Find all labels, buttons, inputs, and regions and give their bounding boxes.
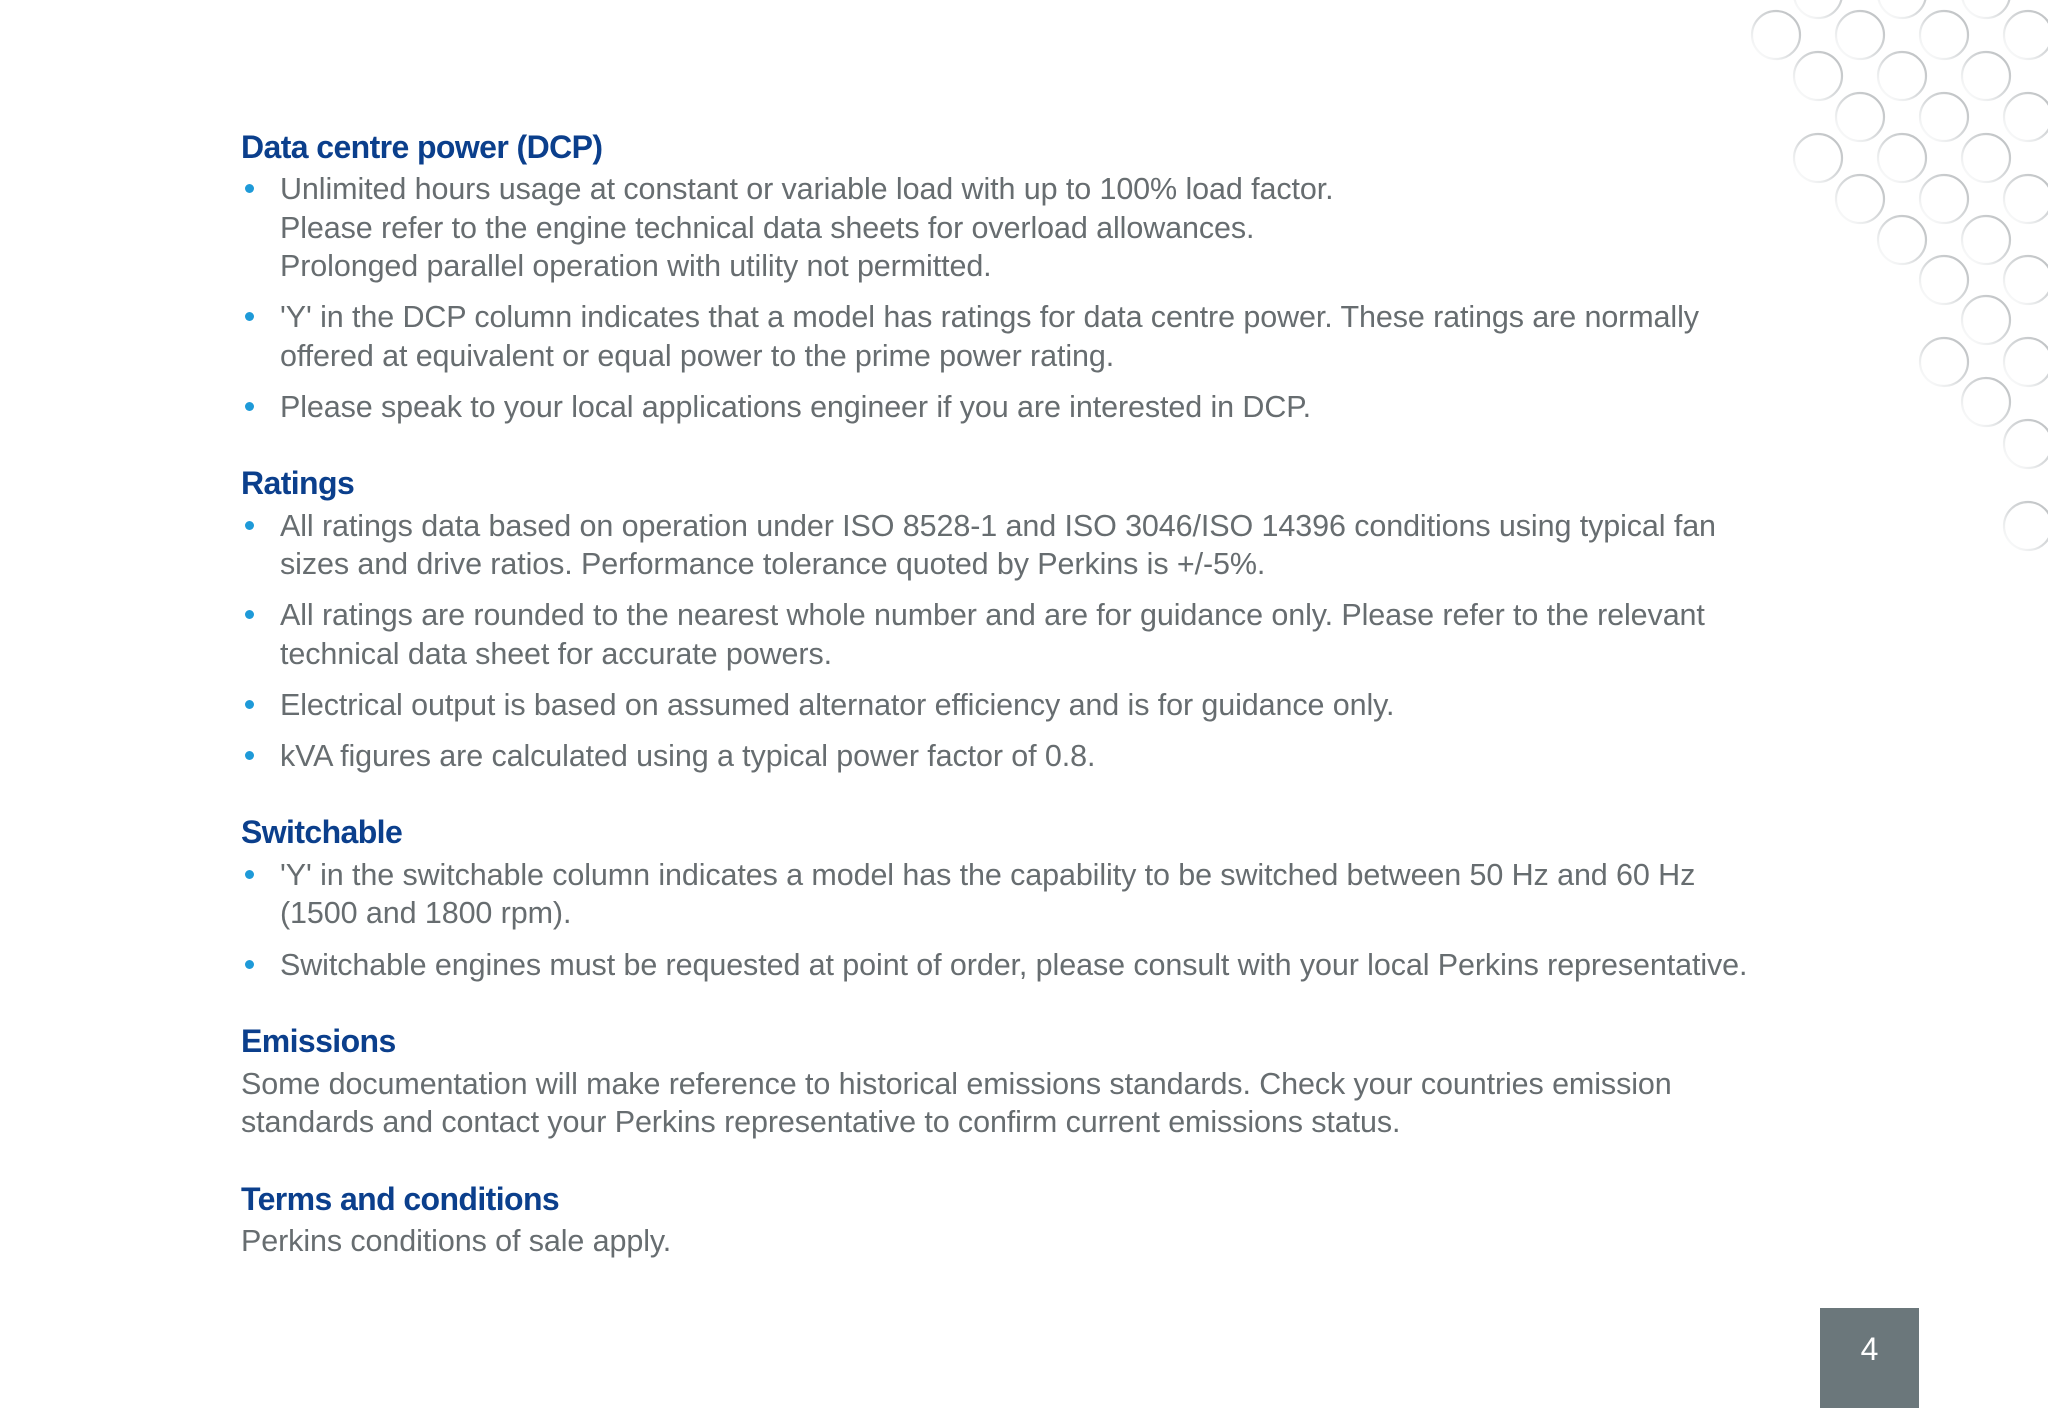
dcp-bullet-2-line-1: 'Y' in the DCP column indicates that a model has ratings for data centre power. These ratings are normally [280, 300, 1699, 334]
dcp-bullet-3-line-1: Please speak to your local applications engineer if you are interested in DCP. [280, 390, 1311, 424]
page-number-badge [1820, 1308, 1919, 1408]
ratings-bullet-2-line-2: technical data sheet for accurate powers. [280, 637, 832, 671]
switchable-bullet-1-line-2: (1500 and 1800 rpm). [280, 896, 572, 930]
ratings-bullet-4-line-1: kVA figures are calculated using a typical power factor of 0.8. [280, 739, 1096, 773]
ratings-bullet-1-line-2: sizes and drive ratios. Performance tolerance quoted by Perkins is +/-5%. [280, 547, 1266, 581]
terms-paragraph-line-1: Perkins conditions of sale apply. [241, 1224, 672, 1258]
ratings-bullet-3-line-1: Electrical output is based on assumed alternator efficiency and is for guidance only. [280, 688, 1395, 722]
switchable-bullet-1-line-1: 'Y' in the switchable column indicates a model has the capability to be switched between 50 Hz and 60 Hz [280, 858, 1696, 892]
bullet-icon [245, 751, 254, 760]
bullet-icon [245, 402, 254, 411]
switchable-bullet-2-line-1: Switchable engines must be requested at point of order, please consult with your local Perkins representative. [280, 948, 1748, 982]
heading-ratings: Ratings [241, 465, 355, 501]
dcp-bullet-1-line-1: Unlimited hours usage at constant or variable load with up to 100% load factor. [280, 172, 1334, 206]
bullet-icon [245, 960, 254, 969]
bullet-icon [245, 312, 254, 321]
emissions-paragraph-line-2: standards and contact your Perkins representative to confirm current emissions status. [241, 1105, 1401, 1139]
heading-emissions: Emissions [241, 1023, 396, 1059]
bullet-icon [245, 870, 254, 879]
dcp-bullet-2-line-2: offered at equivalent or equal power to the prime power rating. [280, 339, 1115, 373]
heading-data-centre-power: Data centre power (DCP) [241, 129, 603, 165]
page-number: 4 [1860, 1331, 1879, 1367]
heading-switchable: Switchable [241, 814, 403, 850]
bullet-icon [245, 610, 254, 619]
bullet-icon [245, 521, 254, 530]
dcp-bullet-1-line-2: Please refer to the engine technical data sheets for overload allowances. [280, 211, 1255, 245]
emissions-paragraph-line-1: Some documentation will make reference to historical emissions standards. Check your countries emission [241, 1067, 1672, 1101]
ratings-bullet-2-line-1: All ratings are rounded to the nearest whole number and are for guidance only. Please refer to the relevant [280, 598, 1705, 632]
bullet-icon [245, 184, 254, 193]
decorative-circle-pattern [1748, 0, 2048, 560]
ratings-bullet-1-line-1: All ratings data based on operation under ISO 8528-1 and ISO 3046/ISO 14396 conditions using typical fan [280, 509, 1716, 543]
dcp-bullet-1-line-3: Prolonged parallel operation with utility not permitted. [280, 249, 992, 283]
bullet-icon [245, 700, 254, 709]
heading-terms-and-conditions: Terms and conditions [241, 1181, 560, 1217]
